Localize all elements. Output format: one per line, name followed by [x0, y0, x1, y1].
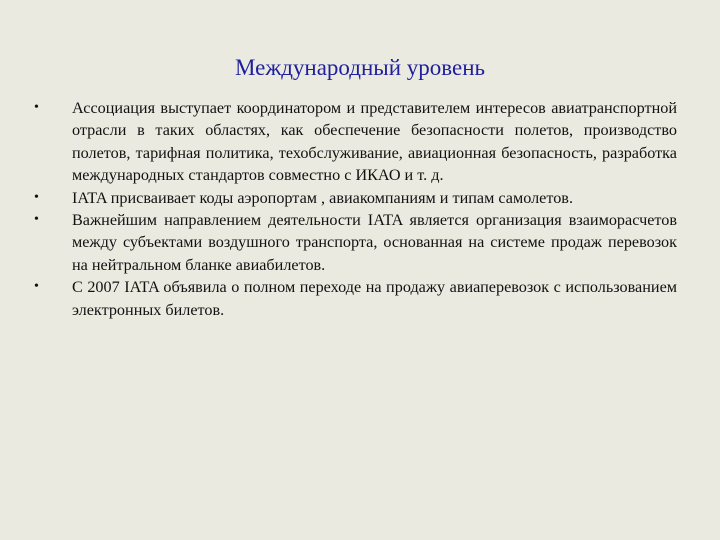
list-item: [34, 187, 677, 209]
slide-title: Международный уровень: [234, 55, 486, 80]
bullet-text: С 2007 IATA объявила о полном переходе на продажу авиаперевозок с использованием электронных билетов.: [72, 278, 677, 319]
bullet-text: Важнейшим направлением деятельности IATA является организация взаиморасчетов между субъектами воздушного транспорта, основанная на системе продаж перевозок на нейтральном бланке авиабилетов.: [72, 211, 677, 274]
bullet-icon: •: [34, 279, 39, 295]
list-item: [34, 97, 677, 187]
bullet-icon: •: [34, 189, 39, 205]
bullet-icon: •: [34, 212, 39, 228]
list-item: [34, 209, 677, 276]
bullet-icon: •: [34, 100, 39, 115]
bullet-text: Ассоциация выступает координатором и представителем интересов авиатранспортной отрасли в таких областях, как обеспечение безопасности полетов, производство полетов, тарифная политика, техобслуживание, авиационная безопасность, разработка международных стандартов совместно с ИКАО и т. д.: [72, 99, 677, 185]
list-item: [34, 276, 677, 321]
bullet-text: IATA присваивает коды аэропортам , авиакомпаниям и типам самолетов.: [72, 188, 573, 207]
bullet-list: [34, 97, 677, 321]
